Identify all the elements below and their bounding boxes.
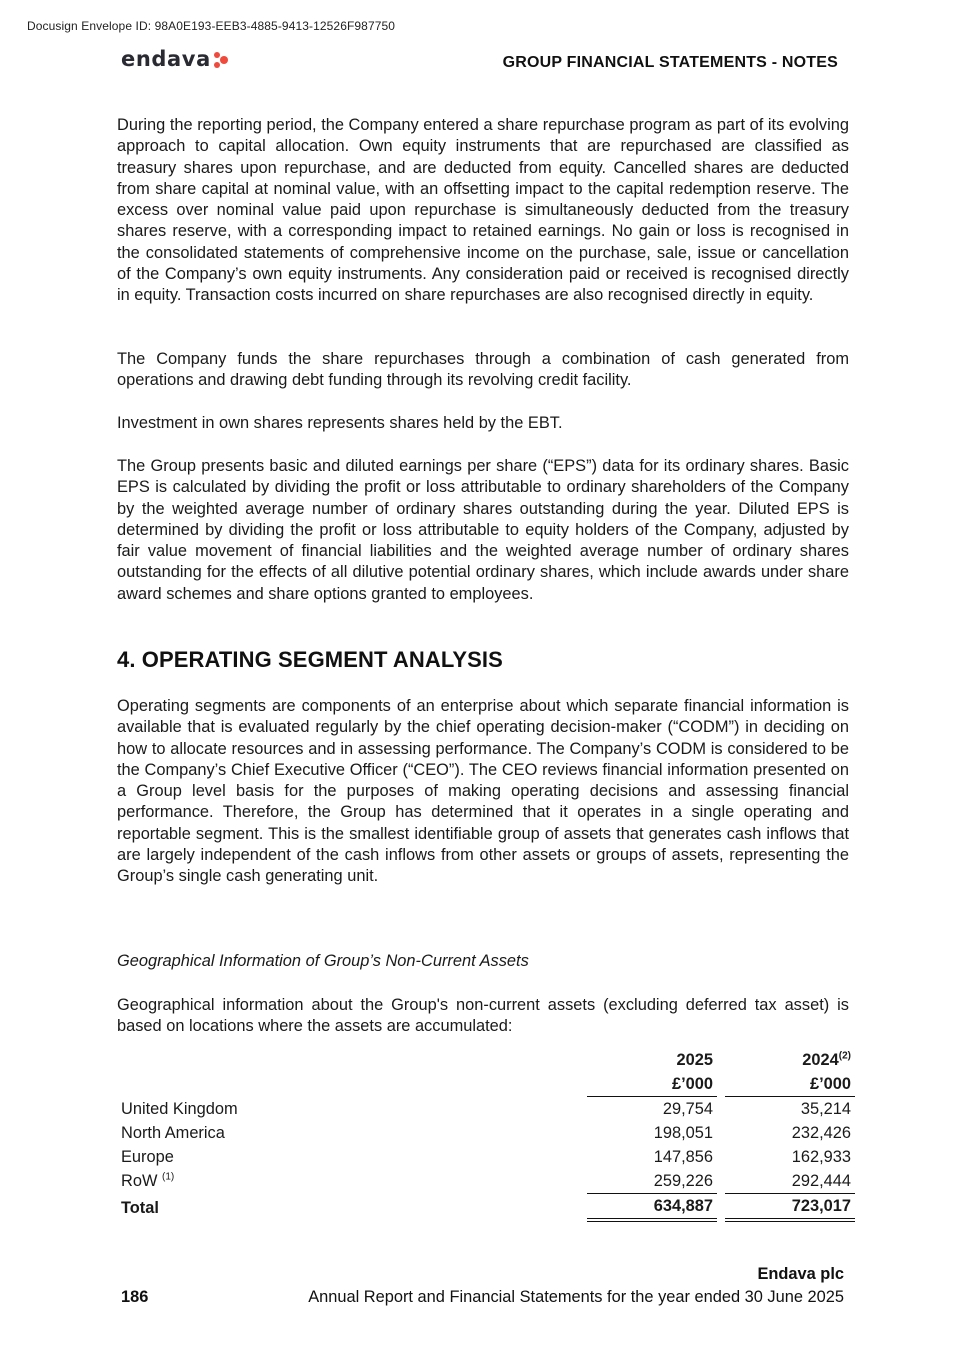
- cell-2024: 232,426: [791, 1124, 851, 1142]
- paragraph-operating-segments: Operating segments are components of an enterprise about which separate financial information is available that is evaluated regularly by the chief operating decision-maker (“CODM”) in deciding on how to allocate resources and in assessing performance. The Company’s CODM is considered to be the Company’s Chief Executive Officer (“CEO”). The CEO reviews financial information presented on a Group level basis for the purposes of making operating decisions and assessing financial performance. Therefore, the Group has determined that it operates in a single operating and reportable segment. This is the smallest identifiable group of assets that generates cash inflows that are largely independent of the cash inflows from other assets or groups of assets, representing the Group’s single cash generating unit.: [117, 697, 849, 886]
- cell-2025: 147,856: [653, 1148, 713, 1166]
- page-number: 186: [121, 1288, 149, 1306]
- paragraph-own-shares: Investment in own shares represents shares held by the EBT.: [117, 414, 563, 432]
- endava-logo: [121, 49, 230, 70]
- total-2025: 634,887: [587, 1193, 717, 1222]
- table-header-unit-row: [117, 1072, 855, 1097]
- footer-report-title: Annual Report and Financial Statements for the year ended 30 June 2025: [308, 1288, 844, 1306]
- total-2024: 723,017: [725, 1193, 855, 1222]
- logo-wordmark: endava: [121, 47, 211, 71]
- cell-2024: 162,933: [791, 1148, 851, 1166]
- subheading-geographical-info: Geographical Information of Group’s Non-Current Assets: [117, 952, 529, 970]
- row-label-cell: [117, 1169, 587, 1193]
- column-unit-2025: £’000: [587, 1072, 717, 1097]
- column-header-2024: 2024$^{(2)}$: [802, 1050, 851, 1069]
- paragraph-eps: The Group presents basic and diluted earnings per share (“EPS”) data for its ordinary shares. Basic EPS is calculated by dividing the profit or loss attributable to ordinary shareholders of the Company by the weighted average number of ordinary shares outstanding during the year. Diluted EPS is determined by dividing the profit or loss attributable to equity holders of the Company, adjusted by fair value movement of financial liabilities and the weighted average number of ordinary shares outstanding for the effects of all dilutive potential ordinary shares, which include awards under share award schemes and share options granted to employees.: [117, 457, 849, 603]
- docusign-envelope-id: Docusign Envelope ID: 98A0E193-EEB3-4885-9413-12526F987750: [27, 19, 396, 33]
- paragraph-funding: The Company funds the share repurchases through a combination of cash generated from operations and drawing debt funding through its revolving credit facility.: [117, 350, 849, 390]
- row-label: RoW: [121, 1172, 158, 1190]
- section-heading: 4. OPERATING SEGMENT ANALYSIS: [117, 647, 503, 672]
- row-label: North America: [121, 1124, 225, 1142]
- cell-2025: 259,226: [653, 1172, 713, 1190]
- table-header-year-row: [117, 1048, 855, 1072]
- cell-2024: 292,444: [791, 1172, 851, 1190]
- cell-2025: 29,754: [662, 1100, 713, 1118]
- endava-dots-logo-icon: [214, 51, 230, 69]
- page-section-title: GROUP FINANCIAL STATEMENTS - NOTES: [502, 54, 838, 71]
- column-header-2025: 2025: [676, 1051, 713, 1069]
- footnote-ref: (2): [838, 1050, 851, 1062]
- paragraph-geographical-intro: Geographical information about the Group's non-current assets (excluding deferred tax asset) is based on locations where the assets are accumulated:: [117, 996, 849, 1036]
- table-row: [117, 1097, 855, 1121]
- table-row: [117, 1169, 855, 1193]
- table-row: [117, 1145, 855, 1169]
- cell-2025: 198,051: [653, 1124, 713, 1142]
- row-label: United Kingdom: [121, 1100, 238, 1118]
- total-label: Total: [121, 1198, 159, 1217]
- table-row: [117, 1121, 855, 1145]
- non-current-assets-table: [117, 1048, 855, 1222]
- table-total-row: [117, 1193, 855, 1222]
- paragraph-share-repurchase: During the reporting period, the Company entered a share repurchase program as part of its evolving approach to capital allocation. Own equity instruments that are repurchased are classified as treasury shares upon repurchase, and are deducted from equity. Cancelled shares are deducted from share capital at nominal value, with an offsetting impact to the capital redemption reserve. The excess over nominal value paid upon repurchase is simultaneously deducted from the treasury shares reserve, with a corresponding impact to retained earnings. No gain or loss is recognised in the consolidated statements of comprehensive income on the purchase, sale, issue or cancellation of the Company’s own equity instruments. Any consideration paid or received is recognised directly in equity. Transaction costs incurred on share repurchases are also recognised directly in equity.: [117, 116, 849, 305]
- row-label: Europe: [121, 1148, 174, 1166]
- cell-2024: 35,214: [800, 1100, 851, 1118]
- footer-company-name: Endava plc: [757, 1265, 844, 1283]
- column-unit-2024: £’000: [725, 1072, 855, 1097]
- footnote-ref: (1): [162, 1171, 175, 1183]
